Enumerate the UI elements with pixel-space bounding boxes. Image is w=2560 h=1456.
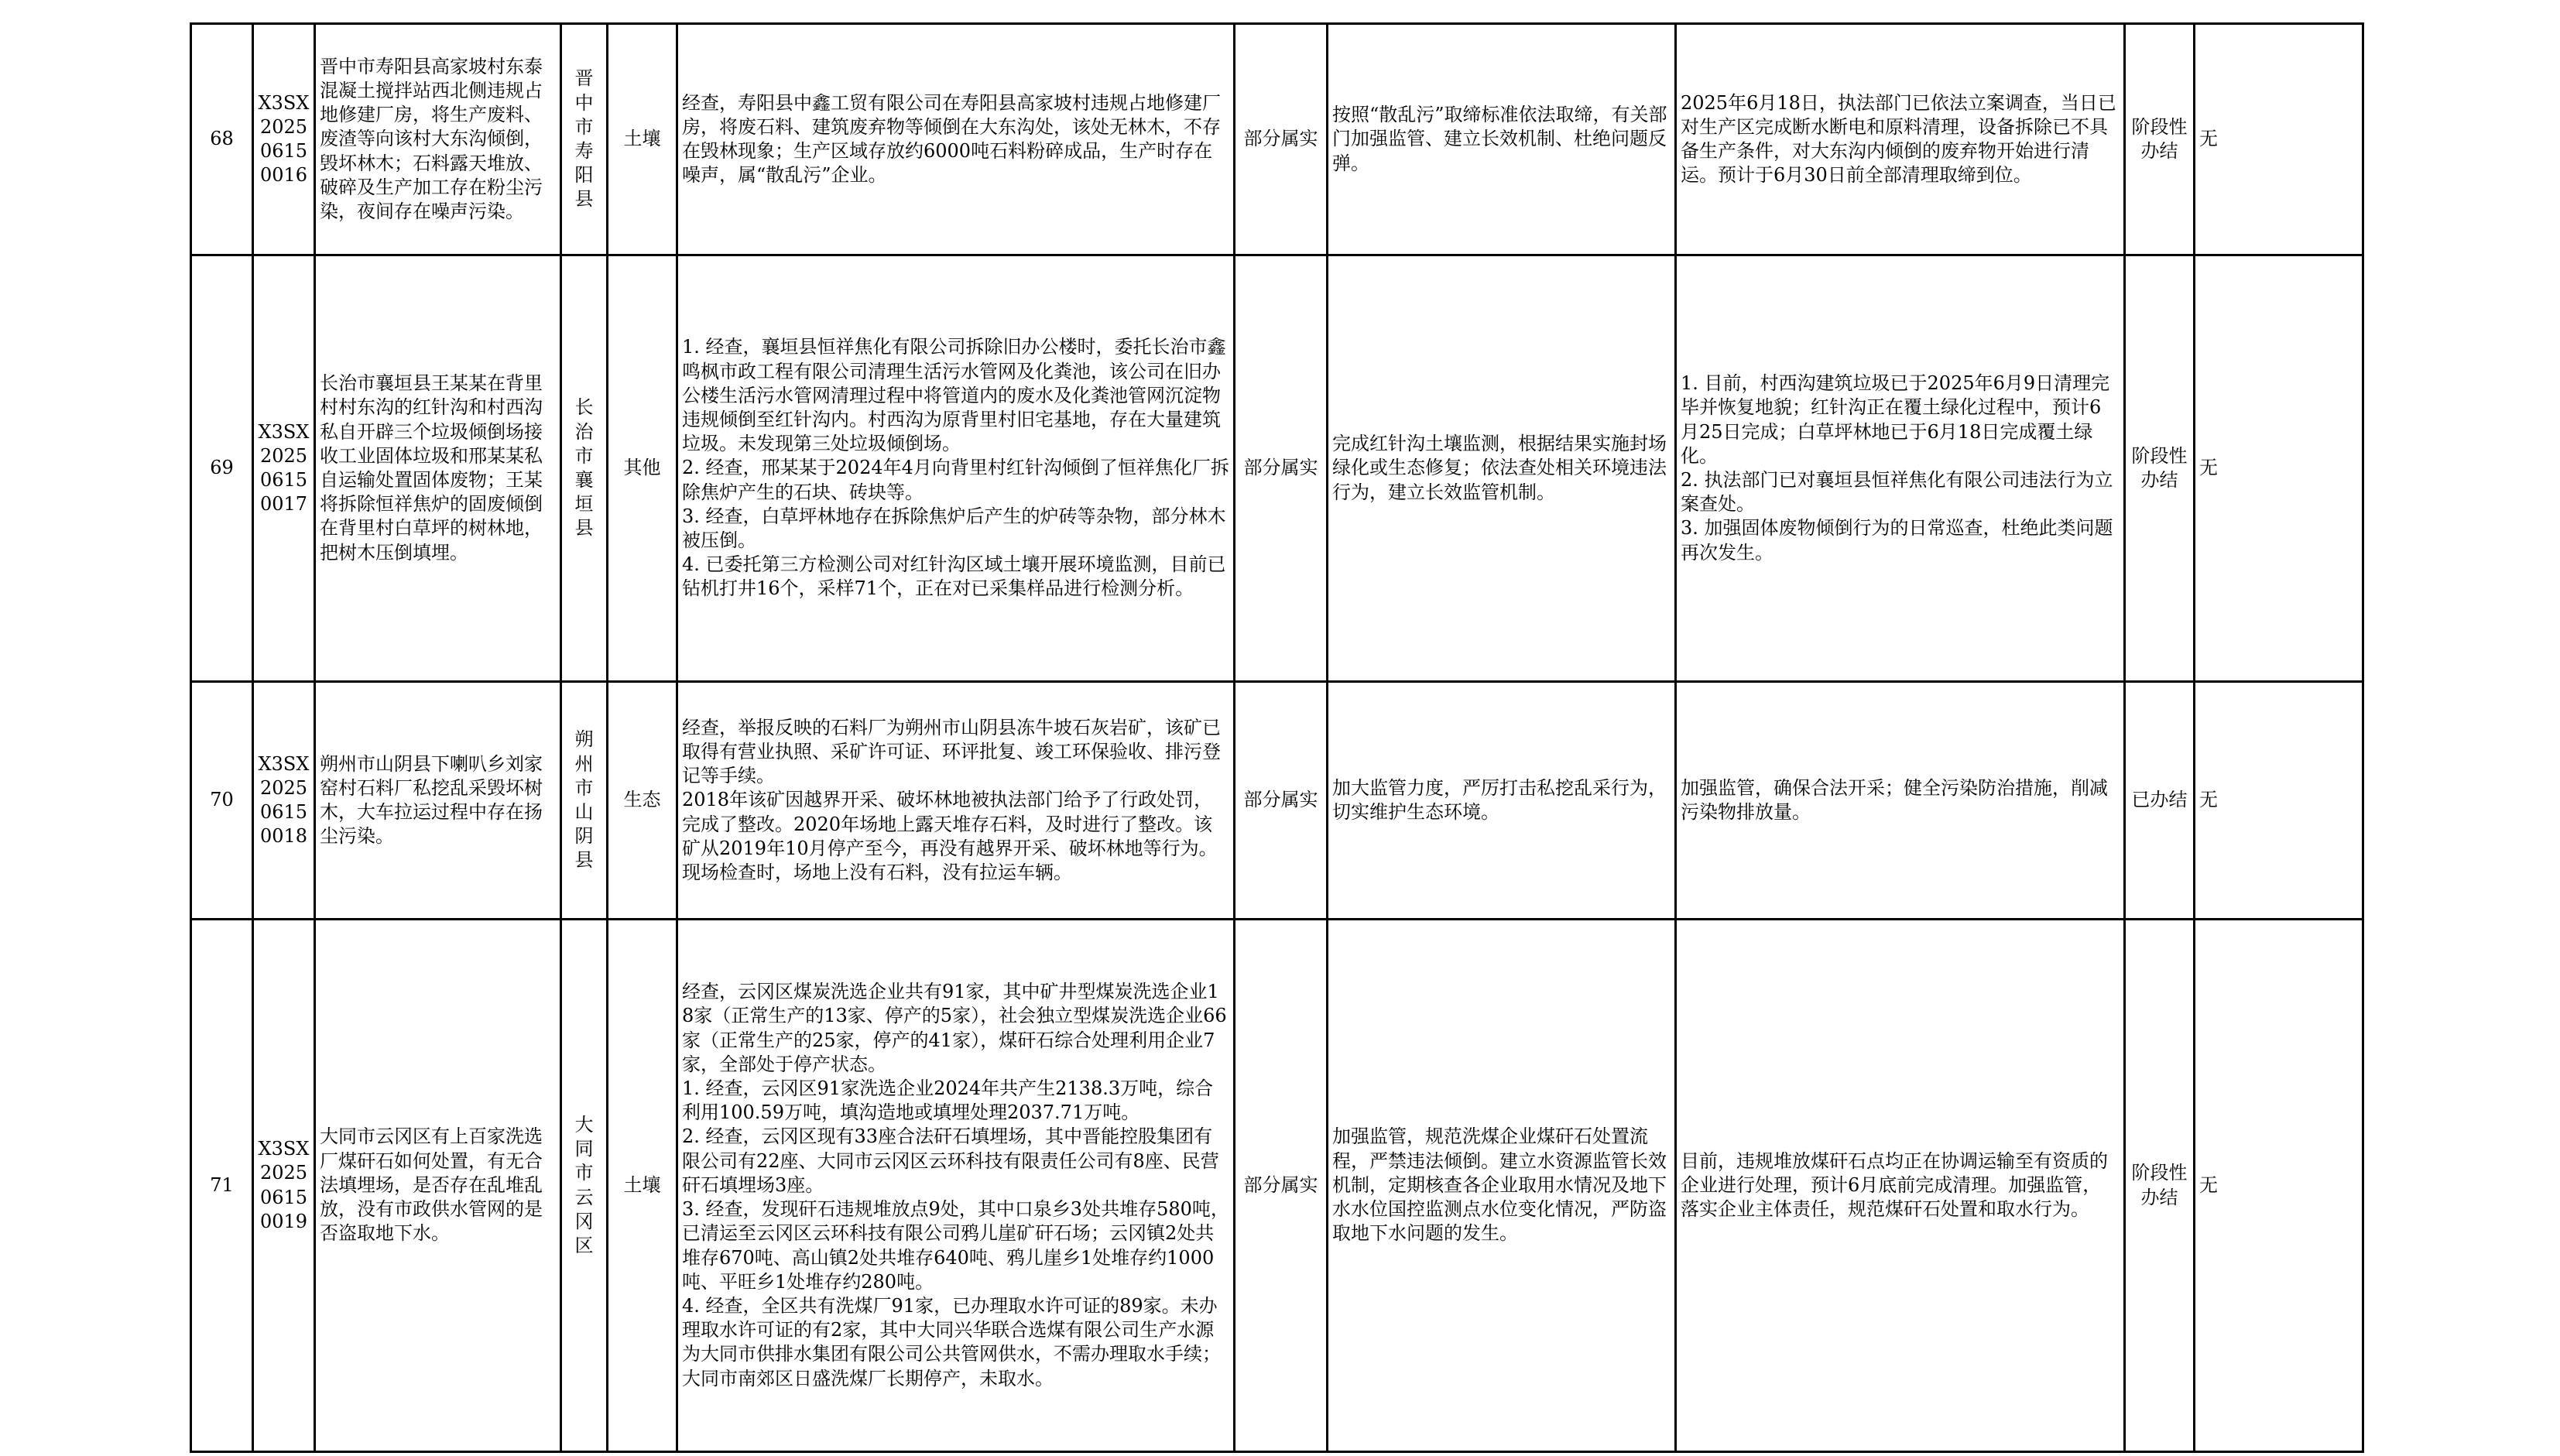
administrative-region: 大同市云冈区 (561, 920, 608, 1452)
row-number: 69 (191, 255, 253, 682)
rectification-progress: 1. 目前，村西沟建筑垃圾已于2025年6月9日清理完毕并恢复地貌；红针沟正在覆土绿化过程中，预计6月25日完成；白草坪林地已于6月18日完成覆土绿化。 2. 执法部门已对襄垣县恒祥焦化有限公司违法行为立案查处。 3. 加强固体废物倾倒行为的日常巡查，杜绝此类问题再次发生。 (1676, 255, 2125, 682)
administrative-region: 晋中市寿阳县 (561, 24, 608, 255)
truth-assessment: 部分属实 (1235, 920, 1328, 1452)
pollution-type: 生态 (608, 682, 677, 920)
rectification-progress: 加强监管，确保合法开采；健全污染防治措施，削减污染物排放量。 (1676, 682, 2125, 920)
table-row (191, 920, 2363, 1452)
row-number: 71 (191, 920, 253, 1452)
complaint-description: 长治市襄垣县王某某在背里村村东沟的红针沟和村西沟私自开辟三个垃圾倾倒场接收工业固体垃圾和邢某某私自运输处置固体废物；王某将拆除恒祥焦炉的固废倾倒在背里村白草坪的树林地，把树木压倒填埋。 (315, 255, 561, 682)
pollution-type: 土壤 (608, 24, 677, 255)
accountability: 无 (2195, 24, 2363, 255)
rectification-progress: 目前，违规堆放煤矸石点均正在协调运输至有资质的企业进行处理，预计6月底前完成清理。加强监管，落实企业主体责任，规范煤矸石处置和取水行为。 (1676, 920, 2125, 1452)
pollution-type: 土壤 (608, 920, 677, 1452)
case-id: X3SX202506150018 (253, 682, 315, 920)
row-number: 70 (191, 682, 253, 920)
truth-assessment: 部分属实 (1235, 682, 1328, 920)
pollution-type: 其他 (608, 255, 677, 682)
complaint-description: 晋中市寿阳县高家坡村东泰混凝土搅拌站西北侧违规占地修建厂房，将生产废料、废渣等向该村大东沟倾倒，毁坏林木；石料露天堆放、破碎及生产加工存在粉尘污染，夜间存在噪声污染。 (315, 24, 561, 255)
accountability: 无 (2195, 255, 2363, 682)
administrative-region: 长治市襄垣县 (561, 255, 608, 682)
complaint-description: 朔州市山阴县下喇叭乡刘家窑村石料厂私挖乱采毁坏树木，大车拉运过程中存在扬尘污染。 (315, 682, 561, 920)
table-row (191, 255, 2363, 682)
complaint-description: 大同市云冈区有上百家洗选厂煤矸石如何处置，有无合法填埋场，是否存在乱堆乱放，没有市政供水管网的是否盗取地下水。 (315, 920, 561, 1452)
completion-status: 已办结 (2125, 682, 2195, 920)
investigation-findings: 经查，举报反映的石料厂为朔州市山阴县冻牛坡石灰岩矿，该矿已取得有营业执照、采矿许可证、环评批复、竣工环保验收、排污登记等手续。 2018年该矿因越界开采、破坏林地被执法部门给予了行政处罚，完成了整改。2020年场地上露天堆存石料，及时进行了整改。该矿从2019年10月停产至今，再没有越界开采、破坏林地等行为。现场检查时，场地上没有石料，没有拉运车辆。 (677, 682, 1235, 920)
case-id: X3SX202506150016 (253, 24, 315, 255)
truth-assessment: 部分属实 (1235, 255, 1328, 682)
handling-requirements: 加强监管，规范洗煤企业煤矸石处置流程，严禁违法倾倒。建立水资源监管长效机制，定期核查各企业取用水情况及地下水水位国控监测点水位变化情况，严防盗取地下水问题的发生。 (1328, 920, 1676, 1452)
table-row (191, 24, 2363, 255)
investigation-findings: 1. 经查，襄垣县恒祥焦化有限公司拆除旧办公楼时，委托长治市鑫鸣枫市政工程有限公司清理生活污水管网及化粪池，该公司在旧办公楼生活污水管网清理过程中将管道内的废水及化粪池管网沉淀物违规倾倒至红针沟内。村西沟为原背里村旧宅基地，存在大量建筑垃圾。未发现第三处垃圾倾倒场。 2. 经查，邢某某于2024年4月向背里村红针沟倾倒了恒祥焦化厂拆除焦炉产生的石块、砖块等。 3. 经查，白草坪林地存在拆除焦炉后产生的炉砖等杂物，部分林木被压倒。 4. 已委托第三方检测公司对红针沟区域土壤开展环境监测，目前已钻机打井16个，采样71个，正在对已采集样品进行检测分析。 (677, 255, 1235, 682)
completion-status: 阶段性办结 (2125, 920, 2195, 1452)
rectification-progress: 2025年6月18日，执法部门已依法立案调查，当日已对生产区完成断水断电和原料清理，设备拆除已不具备生产条件，对大东沟内倾倒的废弃物开始进行清运。预计于6月30日前全部清理取缔到位。 (1676, 24, 2125, 255)
handling-requirements: 加大监管力度，严厉打击私挖乱采行为，切实维护生态环境。 (1328, 682, 1676, 920)
case-id: X3SX202506150019 (253, 920, 315, 1452)
accountability: 无 (2195, 682, 2363, 920)
administrative-region: 朔州市山阴县 (561, 682, 608, 920)
handling-requirements: 按照“散乱污”取缔标准依法取缔，有关部门加强监管、建立长效机制、杜绝问题反弹。 (1328, 24, 1676, 255)
investigation-findings: 经查，云冈区煤炭洗选企业共有91家，其中矿井型煤炭洗选企业18家（正常生产的13家、停产的5家），社会独立型煤炭洗选企业66家（正常生产的25家，停产的41家），煤矸石综合处理利用企业7家，全部处于停产状态。 1. 经查，云冈区91家洗选企业2024年共产生2138.3万吨，综合利用100.59万吨，填沟造地或填埋处理2037.71万吨。 2. 经查，云冈区现有33座合法矸石填埋场，其中晋能控股集团有限公司有22座、大同市云冈区云环科技有限责任公司有8座、民营矸石填埋场3座。 3. 经查，发现矸石违规堆放点9处，其中口泉乡3处共堆存580吨，已清运至云冈区云环科技有限公司鸦儿崖矿矸石场；云冈镇2处共堆存670吨、高山镇2处共堆存640吨、鸦儿崖乡1处堆存约1000吨、平旺乡1处堆存约280吨。 4. 经查，全区共有洗煤厂91家，已办理取水许可证的89家。未办理取水许可证的有2家，其中大同兴华联合选煤有限公司生产水源为大同市供排水集团有限公司公共管网供水，不需办理取水手续；大同市南郊区日盛洗煤厂长期停产，未取水。 (677, 920, 1235, 1452)
table-row (191, 682, 2363, 920)
investigation-findings: 经查，寿阳县中鑫工贸有限公司在寿阳县高家坡村违规占地修建厂房，将废石料、建筑废弃物等倾倒在大东沟处，该处无林木，不存在毁林现象；生产区域存放约6000吨石料粉碎成品，生产时存在噪声，属“散乱污”企业。 (677, 24, 1235, 255)
case-id: X3SX202506150017 (253, 255, 315, 682)
truth-assessment: 部分属实 (1235, 24, 1328, 255)
completion-status: 阶段性办结 (2125, 255, 2195, 682)
completion-status: 阶段性办结 (2125, 24, 2195, 255)
accountability: 无 (2195, 920, 2363, 1452)
row-number: 68 (191, 24, 253, 255)
handling-requirements: 完成红针沟土壤监测，根据结果实施封场绿化或生态修复；依法查处相关环境违法行为，建立长效监管机制。 (1328, 255, 1676, 682)
complaint-table (190, 22, 2364, 1453)
